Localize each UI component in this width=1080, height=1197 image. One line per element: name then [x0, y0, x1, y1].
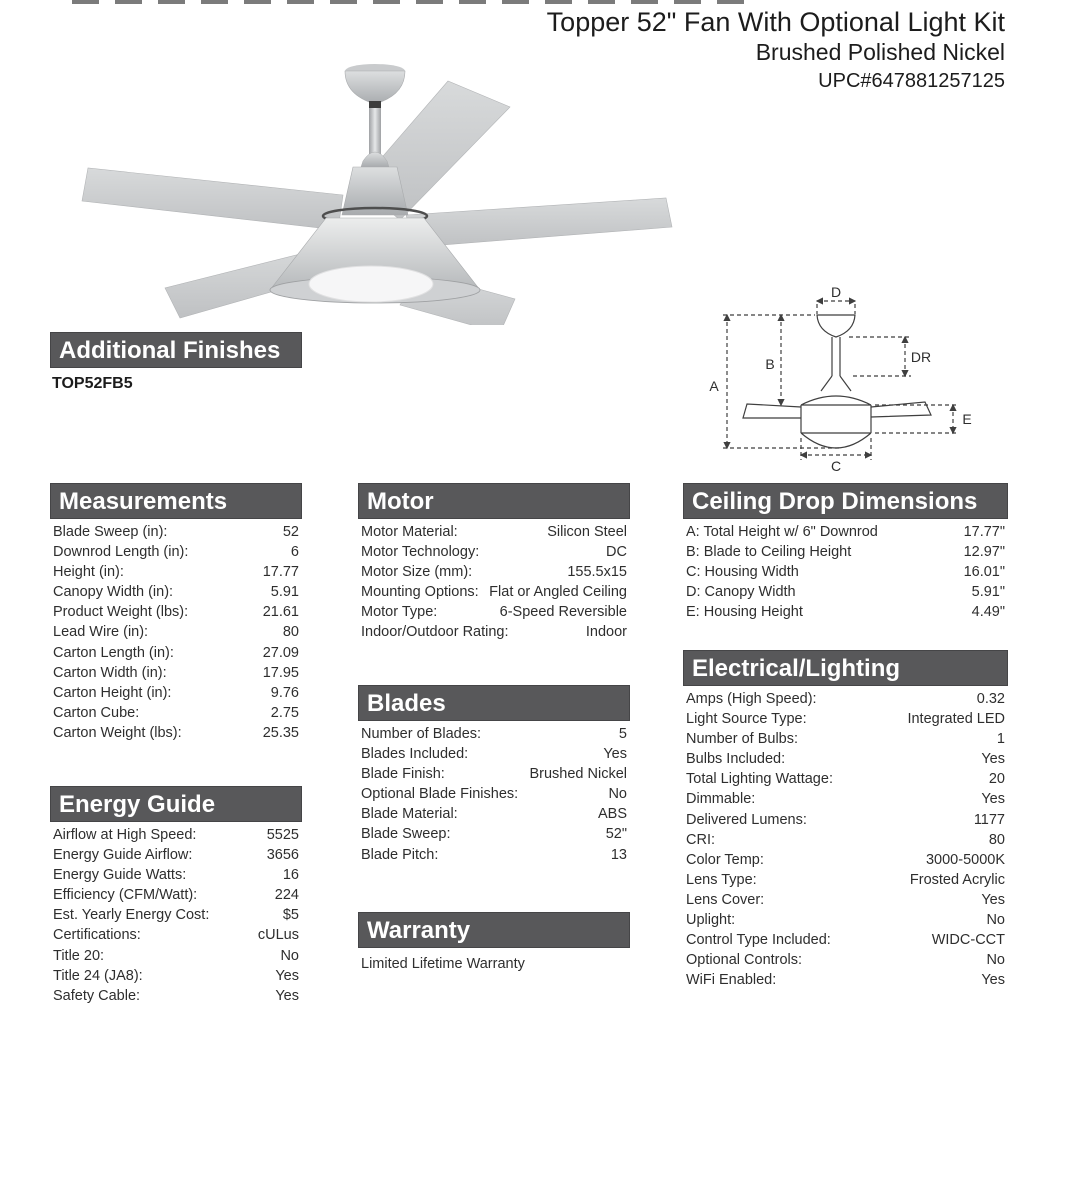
- product-upc: UPC#647881257125: [818, 70, 1005, 92]
- spec-label: CRI:: [686, 831, 715, 848]
- spec-value: WIDC-CCT: [931, 932, 1005, 949]
- spec-value: Integrated LED: [907, 711, 1005, 728]
- spec-row: [50, 925, 302, 945]
- spec-value: 17.95: [262, 664, 299, 681]
- diagram-blade-left: [743, 404, 801, 418]
- diagram-coupler: [821, 376, 851, 391]
- spec-label: Blade Pitch:: [361, 846, 439, 863]
- product-photo-fan: [50, 55, 720, 325]
- spec-value: No: [986, 952, 1005, 969]
- spec-label: C: Housing Width: [686, 564, 799, 581]
- spec-value: 1177: [973, 811, 1005, 828]
- product-finish: Brushed Polished Nickel: [755, 39, 1005, 65]
- spec-row: [358, 824, 630, 844]
- spec-label: Carton Cube:: [53, 704, 140, 721]
- spec-row: [50, 602, 302, 622]
- warranty-note: Limited Lifetime Warranty: [361, 956, 525, 972]
- spec-label: Airflow at High Speed:: [53, 827, 197, 843]
- spec-label: Lens Cover:: [686, 891, 765, 908]
- spec-label: Title 20:: [53, 947, 105, 964]
- spec-row: [358, 764, 630, 784]
- spec-value: 5.91: [270, 584, 299, 601]
- spec-value: 21.61: [262, 604, 299, 621]
- spec-row: [683, 602, 1008, 622]
- spec-row: [50, 946, 302, 966]
- spec-row: [358, 845, 630, 865]
- spec-label: Dimmable:: [686, 791, 756, 808]
- ceiling-drop-header: Ceiling Drop Dimensions: [683, 483, 1008, 519]
- spec-row: [50, 845, 302, 865]
- spec-value: 6: [290, 544, 299, 561]
- spec-row: [683, 970, 1008, 990]
- spec-value: 155.5x15: [567, 564, 627, 581]
- spec-label: Carton Height (in):: [53, 684, 172, 701]
- spec-row: [50, 622, 302, 642]
- spec-value: 1: [996, 731, 1005, 748]
- spec-label: Motor Size (mm):: [361, 564, 473, 581]
- spec-label: Downrod Length (in):: [53, 544, 189, 561]
- spec-label: Optional Controls:: [686, 952, 803, 969]
- spec-label: D: Canopy Width: [686, 584, 796, 601]
- spec-row: [683, 850, 1008, 870]
- spec-row: [50, 986, 302, 1006]
- diagram-label-b: B: [765, 356, 775, 372]
- spec-row: [358, 724, 630, 744]
- spec-value: Yes: [981, 891, 1005, 908]
- spec-value: 5525: [266, 827, 299, 843]
- spec-label: Light Source Type:: [686, 711, 807, 728]
- spec-label: Indoor/Outdoor Rating:: [361, 624, 509, 641]
- section-energy-guide: [50, 786, 302, 1006]
- spec-value: $5: [282, 907, 299, 924]
- spec-label: Product Weight (lbs):: [53, 604, 189, 621]
- spec-row: [683, 522, 1008, 542]
- spec-label: Mounting Options:: [361, 584, 479, 601]
- spec-row: [683, 870, 1008, 890]
- spec-row: [683, 930, 1008, 950]
- spec-value: No: [608, 786, 627, 803]
- spec-value: 16.01": [963, 564, 1005, 581]
- section-electrical-lighting: [683, 650, 1008, 990]
- spec-value: 27.09: [262, 644, 299, 661]
- spec-row: [683, 830, 1008, 850]
- spec-row: [358, 804, 630, 824]
- spec-label: Bulbs Included:: [686, 751, 786, 768]
- spec-label: Motor Material:: [361, 524, 458, 540]
- spec-row: [50, 663, 302, 683]
- spec-row: [50, 723, 302, 743]
- spec-value: 4.49": [971, 604, 1005, 621]
- spec-row: [683, 910, 1008, 930]
- spec-label: WiFi Enabled:: [686, 972, 777, 989]
- spec-label: Lens Type:: [686, 871, 757, 888]
- warranty-header: Warranty: [358, 912, 630, 948]
- motor-rows: [358, 522, 630, 643]
- spec-value: ABS: [597, 806, 627, 823]
- spec-value: 224: [274, 887, 299, 904]
- fan-light-lens: [309, 266, 433, 302]
- spec-value: 16: [282, 867, 299, 884]
- fan-blade-left: [82, 168, 343, 230]
- spec-value: cULus: [257, 927, 299, 944]
- measurements-header: Measurements: [50, 483, 302, 519]
- spec-value: 3656: [266, 847, 299, 864]
- fan-blade-right: [406, 198, 672, 247]
- spec-row: [358, 562, 630, 582]
- spec-label: Est. Yearly Energy Cost:: [53, 907, 210, 924]
- spec-value: 80: [282, 624, 299, 641]
- spec-label: Blade Material:: [361, 806, 458, 823]
- spec-row: [50, 905, 302, 925]
- blades-rows: [358, 724, 630, 865]
- spec-label: Energy Guide Airflow:: [53, 847, 193, 864]
- spec-value: Yes: [275, 967, 299, 984]
- spec-row: [683, 890, 1008, 910]
- spec-value: No: [986, 912, 1005, 929]
- spec-value: 6-Speed Reversible: [499, 604, 627, 621]
- spec-row: [50, 562, 302, 582]
- spec-label: Carton Weight (lbs):: [53, 724, 182, 741]
- spec-value: 13: [610, 846, 627, 863]
- spec-value: 12.97": [963, 544, 1005, 561]
- diagram-canopy: [817, 315, 855, 337]
- spec-value: 3000-5000K: [925, 851, 1005, 868]
- ceiling-drop-rows: [683, 522, 1008, 622]
- section-motor: [358, 483, 630, 643]
- spec-value: 80: [988, 831, 1005, 848]
- spec-row: [683, 810, 1008, 830]
- diagram-blade-right: [871, 402, 931, 417]
- section-measurements: [50, 483, 302, 743]
- spec-value: 52": [605, 826, 627, 843]
- section-blades: [358, 685, 630, 865]
- spec-row: [50, 703, 302, 723]
- spec-value: Brushed Nickel: [529, 766, 627, 783]
- spec-row: [683, 749, 1008, 769]
- spec-row: [50, 966, 302, 986]
- spec-row: [358, 744, 630, 764]
- spec-label: Energy Guide Watts:: [53, 867, 187, 884]
- spec-value: 20: [988, 771, 1005, 788]
- additional-finishes-section: [50, 332, 302, 393]
- diagram-housing: [801, 396, 871, 448]
- spec-value: 17.77": [963, 524, 1005, 540]
- spec-label: Blade Sweep:: [361, 826, 451, 843]
- spec-row: [50, 643, 302, 663]
- spec-row: [358, 784, 630, 804]
- spec-label: Total Lighting Wattage:: [686, 771, 833, 788]
- spec-row: [50, 683, 302, 703]
- spec-value: 9.76: [270, 684, 299, 701]
- spec-value: Flat or Angled Ceiling: [489, 584, 627, 601]
- spec-value: 52: [282, 524, 299, 540]
- spec-value: 0.32: [976, 691, 1005, 707]
- spec-row: [683, 769, 1008, 789]
- spec-label: Title 24 (JA8):: [53, 967, 143, 984]
- finish-model-number: TOP52FB5: [52, 375, 133, 392]
- spec-row: [683, 789, 1008, 809]
- spec-row: [50, 825, 302, 845]
- diagram-label-dr: DR: [910, 349, 932, 365]
- diagram-downrod: [832, 337, 840, 376]
- spec-value: Frosted Acrylic: [909, 871, 1005, 888]
- spec-label: Amps (High Speed):: [686, 691, 817, 707]
- spec-value: 25.35: [262, 724, 299, 741]
- spec-row: [50, 885, 302, 905]
- spec-value: 2.75: [270, 704, 299, 721]
- spec-row: [683, 950, 1008, 970]
- spec-value: 5: [618, 726, 627, 742]
- spec-label: Motor Type:: [361, 604, 438, 621]
- spec-label: Certifications:: [53, 927, 141, 944]
- spec-value: Silicon Steel: [547, 524, 627, 540]
- blades-header: Blades: [358, 685, 630, 721]
- spec-label: Delivered Lumens:: [686, 811, 807, 828]
- spec-row: [50, 542, 302, 562]
- spec-value: Yes: [981, 751, 1005, 768]
- cropped-header-fragment: [72, 0, 748, 4]
- spec-value: Yes: [981, 972, 1005, 989]
- electrical-lighting-header: Electrical/Lighting: [683, 650, 1008, 686]
- spec-row: [50, 522, 302, 542]
- spec-value: Yes: [603, 746, 627, 763]
- spec-label: E: Housing Height: [686, 604, 803, 621]
- spec-row: [683, 562, 1008, 582]
- product-title: Topper 52" Fan With Optional Light Kit: [546, 7, 1005, 37]
- spec-label: Color Temp:: [686, 851, 764, 868]
- fan-canopy: [345, 71, 405, 104]
- spec-row: [683, 709, 1008, 729]
- section-ceiling-drop: [683, 483, 1008, 622]
- motor-header: Motor: [358, 483, 630, 519]
- diagram-label-a: A: [709, 378, 719, 394]
- diagram-label-d: D: [830, 284, 842, 300]
- electrical-lighting-rows: [683, 689, 1008, 990]
- spec-label: Blade Finish:: [361, 766, 445, 783]
- spec-value: No: [280, 947, 299, 964]
- spec-value: Yes: [275, 987, 299, 1004]
- additional-finishes-header: Additional Finishes: [50, 332, 302, 368]
- spec-row: [358, 622, 630, 642]
- spec-label: Carton Width (in):: [53, 664, 167, 681]
- spec-label: Height (in):: [53, 564, 124, 581]
- spec-value: Yes: [981, 791, 1005, 808]
- spec-row: [683, 582, 1008, 602]
- ceiling-drop-diagram: [697, 281, 987, 473]
- spec-label: Motor Technology:: [361, 544, 480, 561]
- spec-row: [50, 865, 302, 885]
- spec-label: Number of Blades:: [361, 726, 482, 742]
- energy-guide-rows: [50, 825, 302, 1006]
- spec-value: Indoor: [585, 624, 627, 641]
- spec-label: Optional Blade Finishes:: [361, 786, 519, 803]
- spec-label: A: Total Height w/ 6" Downrod: [686, 524, 878, 540]
- diagram-label-e: E: [962, 411, 972, 427]
- spec-label: Blades Included:: [361, 746, 469, 763]
- spec-row: [683, 542, 1008, 562]
- spec-label: Number of Bulbs:: [686, 731, 799, 748]
- spec-value: 5.91": [971, 584, 1005, 601]
- fan-downrod-connector: [369, 101, 381, 109]
- spec-label: Efficiency (CFM/Watt):: [53, 887, 198, 904]
- measurements-rows: [50, 522, 302, 743]
- spec-label: Lead Wire (in):: [53, 624, 149, 641]
- spec-label: Safety Cable:: [53, 987, 141, 1004]
- spec-row: [358, 522, 630, 542]
- energy-guide-header: Energy Guide: [50, 786, 302, 822]
- section-warranty: [358, 912, 630, 974]
- spec-value: DC: [606, 544, 627, 561]
- diagram-label-c: C: [830, 458, 842, 473]
- spec-label: B: Blade to Ceiling Height: [686, 544, 852, 561]
- spec-row: [358, 602, 630, 622]
- spec-label: Uplight:: [686, 912, 736, 929]
- spec-row: [50, 582, 302, 602]
- spec-row: [683, 689, 1008, 709]
- spec-label: Carton Length (in):: [53, 644, 174, 661]
- spec-row: [358, 542, 630, 562]
- spec-label: Blade Sweep (in):: [53, 524, 168, 540]
- spec-value: 17.77: [262, 564, 299, 581]
- spec-label: Control Type Included:: [686, 932, 831, 949]
- spec-row: [683, 729, 1008, 749]
- spec-row: [358, 582, 630, 602]
- spec-label: Canopy Width (in):: [53, 584, 174, 601]
